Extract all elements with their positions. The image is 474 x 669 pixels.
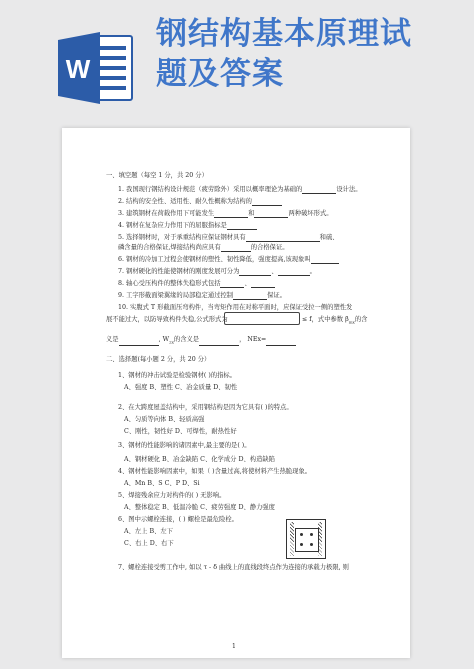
fill-question-10-line-3: 义是 , $W_{2x}$的含义是 ， NEx= <box>106 336 296 346</box>
choice-3-options: A、钢材硬化 B、冶金缺陷 C、化学成分 D、构造缺陷 <box>124 456 275 463</box>
choice-question-4: 4、钢材性能影响因素中，如果（ )含量过高,将使材料产生热脆现象。 <box>118 468 312 475</box>
page-number: 1 <box>232 643 236 650</box>
fill-question-10-line-1: 10. 实腹式 T 形截面压弯构件，当弯矩作用在对称平面时，应保证受拉一侧的塑性发 <box>118 304 353 311</box>
fill-question-4: 4. 钢材在复杂应力作用下的屈服指标是 <box>118 222 257 230</box>
figure-plate <box>295 528 319 552</box>
page-title <box>156 14 466 94</box>
choice-6-options-1: A、左上 B、左下 <box>124 528 173 535</box>
choice-6-options-2: C、右上 D、右下 <box>124 540 174 547</box>
bolt-dot <box>310 543 313 546</box>
fill-question-3: 3. 建筑钢材在荷载作用下可能发生 和 两种破坏形式。 <box>118 210 333 217</box>
fill-question-7: 7. 钢材硬化的性能使钢材的刚度发展可分为 、 。 <box>118 268 316 275</box>
fill-question-9: 9. 工字形截面梁翼缘的局部稳定通过控制 保证。 <box>118 292 286 299</box>
title-line-2: 题及答案 <box>156 56 284 92</box>
header-banner <box>0 0 474 112</box>
word-logo-letter: W <box>65 54 91 84</box>
choice-question-3: 3、钢材的性能影响的诸因素中,最主要的是( )。 <box>118 442 251 449</box>
choice-question-7: 7、螺栓连接受剪工作中, 如以 τ - δ 曲线上的直线段终点作为连接的承载力极限, 则 <box>118 564 349 571</box>
bolt-dot <box>300 533 303 536</box>
choice-4-options: A、Mn B、S C、P D、Si <box>124 480 200 487</box>
choice-5-options: A、整体稳定 B、低温冷脆 C、疲劳强度 D、静力强度 <box>124 504 275 511</box>
fill-question-2: 2. 结构的安全性、适用性、耐久性概称为结构的 <box>118 198 282 206</box>
fill-question-1: 1. 我国现行钢结构设计规范（疲劳除外）采用以概率理论为基础的 设计法。 <box>118 186 362 193</box>
bolt-dot <box>310 533 313 536</box>
bolt-dot <box>300 543 303 546</box>
stability-formula-box <box>224 312 300 325</box>
title-line-1: 钢结构基本原理试 <box>156 16 412 52</box>
choice-question-6: 6、图中示螺栓连接，( ) 螺栓是最危险栓。 <box>118 516 238 523</box>
fill-question-6: 6. 钢材的冷加工过程会使钢材的塑性、韧性降低，强度提高,该现象叫 <box>118 256 339 264</box>
fill-question-8: 8. 轴心受压构件的整体失稳形式包括 、 <box>118 280 275 288</box>
choice-2-options-2: C、刚性，韧性好 D、可焊性，耐热性好 <box>124 428 237 435</box>
choice-question-5: 5、焊接残余应力对构件的( ) 无影响。 <box>118 492 226 499</box>
choice-1-options: A、强度 B、塑性 C、冶金质量 D、韧性 <box>124 384 238 391</box>
bolt-connection-figure <box>286 519 326 559</box>
figure-hatch-left <box>290 522 294 556</box>
section-fill-in-title: 一、填空题（每空 1 分，共 20 分） <box>106 172 208 179</box>
fill-question-10-line-2-tail: ≤ f，式中参数 $\beta_{mx}$的含 <box>302 316 368 325</box>
section-choice-title: 二、选择题(每小题 2 分，共 20 分） <box>106 356 211 363</box>
fill-question-10-line-2: 展不能过大，以防导致构件失稳,公式形式为 <box>106 316 228 323</box>
fill-question-5-line-2: 磷含量的合格保证,焊接结构尚应具有 的合格保证。 <box>118 244 289 251</box>
choice-question-1: 1、钢材的冲击试验是检验钢材( )的指标。 <box>118 372 236 379</box>
choice-2-options-1: A、匀质等向体 B、轻质高强 <box>124 416 205 423</box>
fill-question-5-line-1: 5. 选择钢材时，对于承重结构应保证钢材具有 和硫、 <box>118 234 339 241</box>
word-document-icon <box>56 30 136 106</box>
document-page <box>62 128 410 658</box>
choice-question-2: 2、在大跨度屋盖结构中，采用钢结构是因为它具有( )的特点。 <box>118 404 293 411</box>
